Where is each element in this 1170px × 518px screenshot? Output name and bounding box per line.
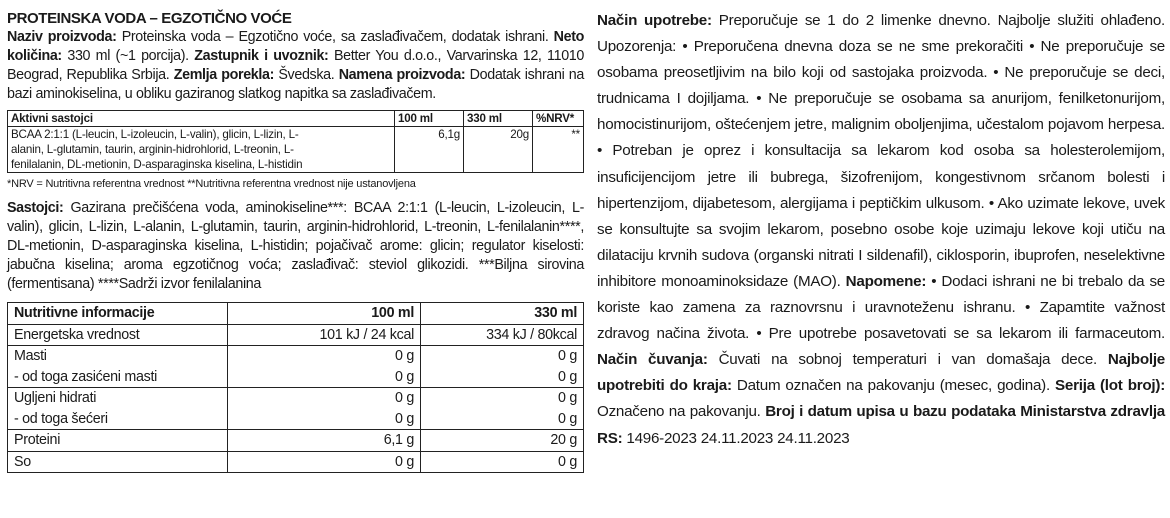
table-cell: ** <box>533 127 584 173</box>
table-cell: 0 g <box>421 367 584 388</box>
text-segment: 330 ml (~1 porcija). <box>67 48 195 64</box>
col-header: 100 ml <box>395 111 464 127</box>
text-segment: Better You d.o.o., Varvarinska 12, 11010 Beograd, Republika Srbija. <box>7 48 585 83</box>
text-segment: Dodatak ishrani na bazi aminokiselina, u obliku gaziranog slatkog napitka sa zaslađivačem. <box>7 67 584 102</box>
usage-warnings-text <box>597 8 1165 452</box>
table-row <box>8 346 584 367</box>
product-title: PROTEINSKA VODA – EGZOTIČNO VOĆE <box>7 10 292 27</box>
text-segment: 1496-2023 24.11.2023 24.11.2023 <box>626 429 850 447</box>
col-header: Aktivni sastojci <box>8 111 395 127</box>
table-cell: 101 kJ / 24 kcal <box>228 324 421 346</box>
table-cell: - od toga zasićeni masti <box>8 367 228 388</box>
col-header: 330 ml <box>421 303 584 325</box>
text-segment: • Dodaci ishrani ne bi trebalo da se koriste kao zamena za raznovrsnu i uravnoteženu ishranu. • Zapamtite važnost zdravog načina života. • Pre upotrebe posavetovati se sa lekarom ili farmaceutom. <box>597 272 1165 343</box>
product-intro <box>7 28 584 104</box>
label-bold: Zastupnik i uvoznik: <box>194 48 334 64</box>
label-bold: Način upotrebe: <box>597 12 719 29</box>
left-column <box>7 9 584 473</box>
table-cell: - od toga šećeri <box>8 409 228 430</box>
text-segment: Označeno na pakovanju. <box>597 403 766 421</box>
label-bold: Serija (lot broj): <box>1055 377 1165 395</box>
table-row <box>8 451 584 473</box>
table-cell: 0 g <box>421 388 584 409</box>
col-header: Nutritivne informacije <box>8 303 228 325</box>
table-cell: 20g <box>464 127 533 173</box>
table-cell: 6,1g <box>395 127 464 173</box>
table-cell: 20 g <box>421 430 584 452</box>
col-header: 100 ml <box>228 303 421 325</box>
text-segment: Švedska. <box>278 67 339 83</box>
table-cell: Ugljeni hidrati <box>8 388 228 409</box>
label-bold: Naziv proizvoda: <box>7 29 122 45</box>
label-bold: Namena proizvoda: <box>338 67 470 83</box>
table-row <box>8 367 584 388</box>
table-cell: Masti <box>8 346 228 367</box>
table-cell: 6,1 g <box>228 430 421 452</box>
text-segment: Čuvati na sobnoj temperaturi i van domašaja dece. <box>718 351 1108 369</box>
text-segment: Proteinska voda – Egzotično voće, sa zaslađivačem, dodatak ishrani. <box>121 29 554 45</box>
label-bold: Način čuvanja: <box>597 351 719 369</box>
label-bold: Zemlja porekla: <box>173 67 279 83</box>
col-header: %NRV* <box>533 111 584 127</box>
label-bold: Najbolje upotrebiti do kraja: <box>597 351 1165 395</box>
table-cell: 0 g <box>228 451 421 473</box>
text-segment: Gazirana prečišćena voda, aminokiseline***: BCAA 2:1:1 (L-leucin, L-izoleucin, L-valin), glicin, L-lizin, L-alanin, L-glutamin, taurin, arginin-hidrohlorid, L-treonin, L-fenilalanin****, DL-metionin, D-asparaginska kiselina, L-histidin; pojačivač arome: glicin; regulator kiselosti: jabučna kiselina; aroma egzotičnog voća; zaslađivač: steviol glikozidi. ***Biljna sirovina (fermentisana) ****Sadrži izvor fenilalanina <box>7 200 584 292</box>
table-cell: 0 g <box>228 367 421 388</box>
table-cell: 0 g <box>421 409 584 430</box>
label-bold: Neto količina: <box>7 29 584 64</box>
nrv-footnote: *NRV = Nutritivna referentna vrednost **Nutritivna referentna vrednost nije ustanovljena <box>7 178 416 190</box>
col-header: 330 ml <box>464 111 533 127</box>
table-cell: BCAA 2:1:1 (L-leucin, L-izoleucin, L-valin), glicin, L-lizin, L-alanin, L-glutamin, taurin, arginin-hidrohlorid, L-treonin, L-fenilalanin, DL-metionin, D-asparaginska kiselina, L-histidin <box>8 127 395 173</box>
nutrition-table <box>7 302 584 473</box>
table-row <box>8 409 584 430</box>
table-cell: 334 kJ / 80kcal <box>421 324 584 346</box>
table-cell: 0 g <box>421 451 584 473</box>
label-bold: Broj i datum upisa u bazu podataka Ministarstva zdravlja RS: <box>597 403 1165 447</box>
table-row <box>8 324 584 346</box>
table-cell: So <box>8 451 228 473</box>
table-cell: Energetska vrednost <box>8 324 228 346</box>
table-cell: 0 g <box>228 388 421 409</box>
text-segment: Datum označen na pakovanju (mesec, godina). <box>736 377 1056 395</box>
table-cell: 0 g <box>228 409 421 430</box>
table-cell: Proteini <box>8 430 228 452</box>
label-bold: Sastojci: <box>7 200 71 216</box>
table-cell: 0 g <box>228 346 421 367</box>
ingredients-text <box>7 199 584 294</box>
text-segment: Preporučuje se 1 do 2 limenke dnevno. Najbolje služiti ohlađeno. Upozorenja: • Preporučena dnevna doza se ne sme prekoračiti • Ne preporučuje se osobama preosetljivim na bilo koji od sastojaka proizvoda. • Ne preporučuje se deci, trudnicama I dojiljama. • Ne preporučuje se osobama sa anurijom, fenilketonurijom, homocistinurijom, oštećenjem jetre, malignim oboljenjima, učestalom pojavom herpesa. • Potreban je oprez i konsultacija sa lekarom kod osoba sa holesterolemijom, insuficijencijom jetre ili bubrega, šizofrenijom, kongestivnom srčanom bolesti i hipertenzijom, dijabetesom, alergijama i peptičkim ulkusom. • Ako uzimate lekove, uvek se konsultujte sa svojim lekarom, posebno osobe koje uzimaju lekove koji utiču na dilataciju krvnih sudova (organski nitrati I sildenafil), ciklosporin, ibuprofen, neselektivne inhibitore monoaminoksidaze (MAO). <box>597 12 1166 290</box>
table-row <box>8 388 584 409</box>
active-ingredients-table <box>7 110 584 173</box>
table-row <box>8 430 584 452</box>
label-bold: Napomene: <box>845 272 932 290</box>
table-cell: 0 g <box>421 346 584 367</box>
